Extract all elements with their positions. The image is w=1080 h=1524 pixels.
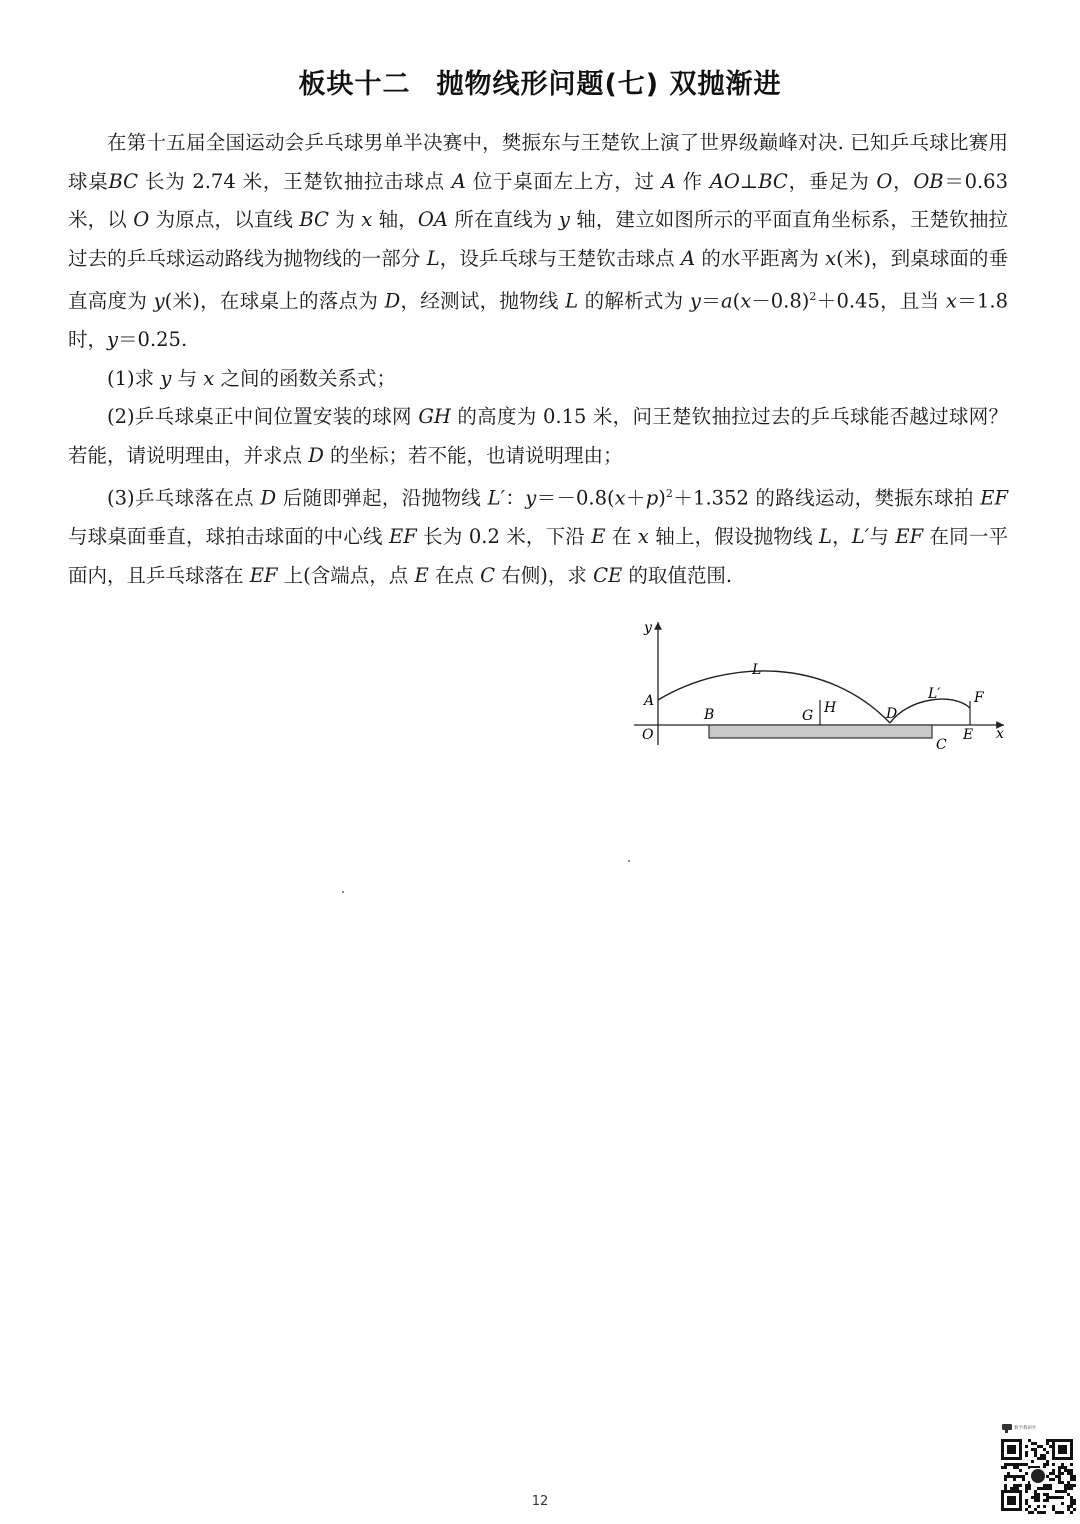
label-origin: O [642, 727, 654, 743]
math-symbol: CE [593, 563, 623, 587]
math-symbol: A [680, 246, 696, 270]
math-symbol: y [153, 289, 165, 313]
label-point-a: A [644, 693, 655, 709]
text-segment: 在 [605, 525, 638, 548]
math-symbol: x [361, 208, 373, 231]
math-symbol: GH [418, 405, 451, 428]
label-point-d: D [886, 706, 898, 722]
text-segment: 位于桌面左上方，过 [465, 169, 662, 193]
math-symbol: L [565, 289, 579, 313]
label-curve-l: L [752, 662, 762, 678]
text-segment: 与 [171, 366, 204, 390]
math-symbol: BC [108, 169, 139, 193]
math-symbol: y [107, 328, 119, 351]
coordinate-figure [628, 610, 1018, 760]
math-symbol: EF [389, 525, 417, 548]
text-segment: (米)，在球桌上的落点为 [164, 289, 385, 313]
text-segment: ⊥ [739, 169, 759, 193]
text-segment: ) [658, 486, 666, 510]
parabola-l-prime [890, 699, 970, 723]
text-segment: 的水平距离为 [695, 246, 826, 270]
math-symbol: E [591, 525, 606, 548]
text-segment: 的解析式为 [578, 289, 690, 313]
math-symbol: x [945, 289, 957, 313]
text-segment: 轴上，假设抛物线 [648, 525, 819, 548]
math-symbol: D [308, 443, 324, 467]
math-symbol: x [740, 289, 752, 313]
text-segment: 后随即弹起，沿抛物线 [276, 486, 488, 510]
math-symbol: O [133, 208, 150, 231]
text-segment: 所在直线为 [447, 208, 559, 231]
math-symbol: OA [417, 208, 448, 231]
math-symbol: x [637, 525, 649, 548]
text-segment: 轴， [372, 208, 418, 231]
text-segment: 在第十五届全国运动会乒乓球男单半决赛中，樊振东与王楚钦上演了世界级巅峰对决. 已知乒乓球比赛用球桌 [68, 131, 1008, 193]
text-segment: (米)，到桌球面的垂直高度为 [68, 246, 1008, 313]
math-symbol: a [721, 289, 733, 313]
math-symbol: y [525, 486, 537, 510]
text-segment: ，设乒乓球与王楚钦击球点 [439, 246, 681, 270]
text-segment: 为 [328, 208, 362, 231]
math-symbol: y [558, 208, 570, 231]
text-segment: 与 [869, 525, 896, 548]
text-segment: ＝1.8 时， [68, 289, 1008, 351]
math-symbol: L′ [851, 525, 870, 548]
label-y-axis: y [644, 620, 652, 636]
math-symbol: y [689, 289, 701, 313]
label-point-f: F [974, 690, 984, 706]
text-segment: ＝ [700, 289, 722, 313]
qr-caption: 数学教研社 [1014, 1426, 1037, 1431]
label-point-b: B [704, 707, 715, 723]
text-segment: ，经测试，抛物线 [400, 289, 566, 313]
text-segment: －0.8) [751, 289, 810, 313]
text-segment: 作 [675, 169, 710, 193]
figure-svg [628, 610, 1018, 760]
label-curve-l-prime: L′ [928, 686, 941, 702]
math-symbol: p [645, 486, 659, 510]
text-segment: 长为 0.2 米，下沿 [416, 525, 592, 548]
text-segment: 为原点，以直线 [149, 208, 300, 231]
question-2 [68, 398, 1008, 475]
math-symbol: D [260, 486, 277, 510]
math-symbol: y [160, 366, 172, 390]
text-segment: ＋1.352 的路线运动，樊振东球拍 [672, 486, 981, 510]
text-segment: ， [892, 169, 914, 193]
label-point-g: G [802, 708, 814, 724]
parabola-l [658, 671, 890, 723]
text-segment: ，垂足为 [787, 169, 877, 193]
scan-speck [628, 860, 630, 862]
page-title [0, 62, 1080, 101]
math-symbol: A [451, 169, 466, 193]
text-segment: 之间的函数关系式； [214, 366, 396, 390]
text-segment: 长为 2.74 米，王楚钦抽拉击球点 [138, 169, 452, 193]
text-segment: 在点 [428, 563, 481, 587]
math-symbol: x [614, 486, 626, 510]
label-point-e: E [963, 727, 974, 743]
text-segment: 的高度为 0.15 米，问王楚钦抽拉过去的乒乓球能否越过球网？若能，请说明理由，并求点 [68, 405, 1008, 467]
problem-intro [68, 124, 1008, 360]
question-3 [68, 475, 1008, 595]
math-symbol: EF [249, 563, 278, 587]
math-symbol: A [661, 169, 676, 193]
text-segment: 的坐标；若不能，也请说明理由； [323, 443, 623, 467]
math-symbol: D [384, 289, 401, 313]
math-symbol: x [203, 366, 215, 390]
text-segment: 轴，建立如图所示的平面直角坐标系，王楚钦抽拉过去的乒乓球运动路线为抛物线的一部分 [68, 208, 1009, 270]
scan-speck [342, 891, 344, 893]
math-symbol: x [825, 246, 837, 270]
text-segment: ＝0.63 米，以 [68, 169, 1008, 231]
table-bc [709, 725, 932, 738]
math-symbol: BC [299, 208, 329, 231]
math-symbol: L [818, 525, 832, 548]
text-segment: 与球桌面垂直，球拍击球面的中心线 [68, 525, 390, 548]
text-segment: ＝－0.8( [536, 486, 615, 510]
section-title: 抛物线形问题(七) 双抛渐进 [436, 69, 782, 100]
math-symbol: BC [758, 169, 788, 193]
text-segment: ＝0.25. [118, 328, 188, 351]
math-symbol: L′ [487, 486, 506, 510]
math-symbol: C [480, 563, 496, 587]
section-label: 板块十二 [298, 69, 411, 100]
math-symbol: L [426, 246, 440, 270]
math-symbol: AO [709, 169, 740, 193]
math-symbol: OB [913, 169, 944, 193]
text-segment: (1)求 [107, 366, 161, 390]
text-segment: (3)乒乓球落在点 [107, 486, 261, 510]
label-point-c: C [936, 737, 947, 753]
text-segment: ＋ [625, 486, 646, 510]
math-symbol: EF [895, 525, 924, 548]
math-symbol: EF [980, 486, 1008, 510]
question-1 [68, 360, 1008, 399]
label-x-axis: x [996, 726, 1004, 742]
problem-body [68, 124, 1008, 595]
text-segment: (2)乒乓球桌正中间位置安装的球网 [107, 405, 419, 428]
page-number: 12 [531, 1494, 549, 1509]
text-segment: 的取值范围. [622, 563, 733, 587]
text-segment: 右侧)，求 [495, 563, 594, 587]
text-segment: 在同一平面内，且乒乓球落在 [68, 525, 1009, 587]
math-symbol: O [876, 169, 893, 193]
label-point-h: H [824, 700, 837, 716]
text-segment: ＋0.45，且当 [816, 289, 946, 313]
text-segment: ， [831, 525, 852, 548]
text-segment: 上(含端点，点 [277, 563, 415, 587]
text-segment: ( [732, 289, 741, 313]
exponent: 2 [809, 290, 817, 303]
math-symbol: E [414, 563, 429, 587]
logo-icon [1002, 1424, 1012, 1433]
text-segment: ： [505, 486, 526, 510]
exponent: 2 [665, 487, 673, 500]
